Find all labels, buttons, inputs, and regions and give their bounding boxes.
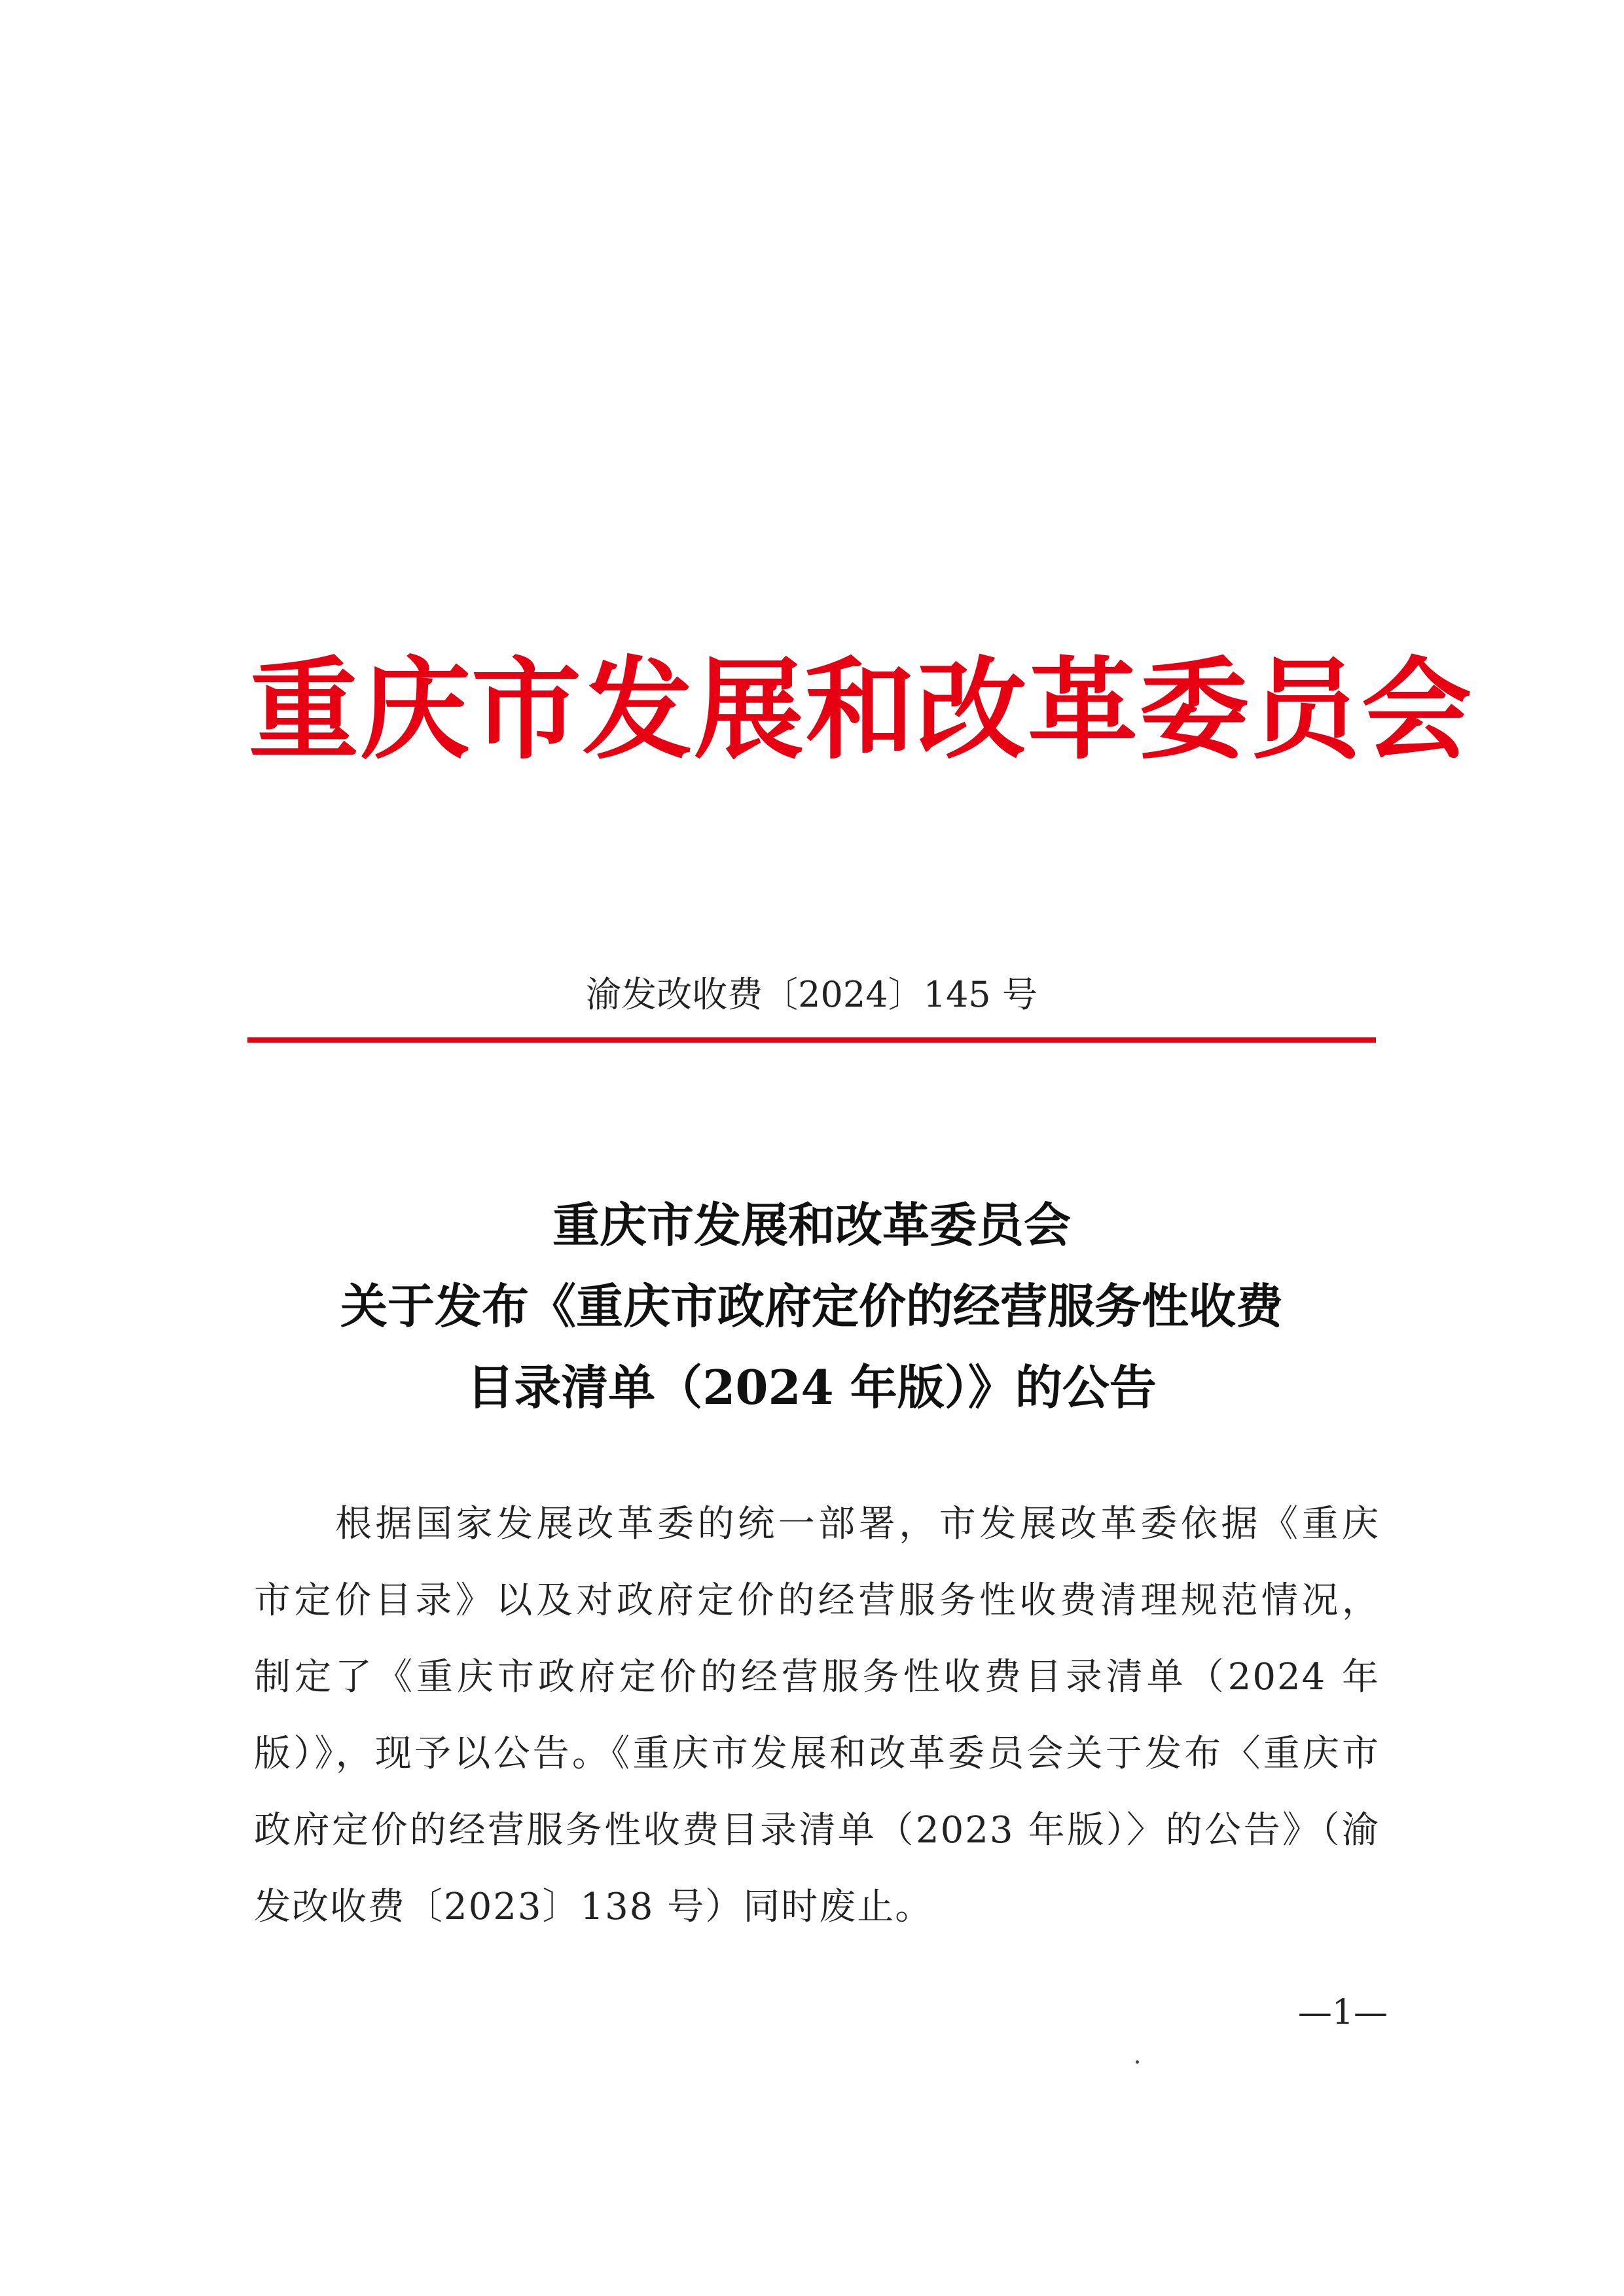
- title-line-3: 目录清单（2024 年版）》的公告: [467, 1359, 1157, 1415]
- body-line-6: 发改收费〔2023〕138 号）同时废止。: [254, 1886, 933, 1928]
- title-line-1: 重庆市发展和改革委员会: [552, 1197, 1071, 1253]
- scan-speck: [1136, 2060, 1139, 2064]
- body-paragraph: [254, 1486, 1380, 1945]
- page-number: —1—: [1297, 1993, 1388, 2032]
- document-title: [236, 1185, 1388, 1428]
- body-line-5: 政府定价的经营服务性收费目录清单（2023 年版）〉的公告》（渝: [254, 1809, 1380, 1852]
- red-divider-line: [247, 1037, 1376, 1043]
- body-line-4: 版）》，现予以公告。《重庆市发展和改革委员会关于发布〈重庆市: [254, 1732, 1380, 1775]
- body-line-1: 根据国家发展改革委的统一部署，市发展改革委依据《重庆: [335, 1503, 1380, 1545]
- masthead-org-name: 重庆市发展和改革委员会: [249, 646, 1473, 774]
- title-line-2: 关于发布《重庆市政府定价的经营服务性收费: [340, 1278, 1283, 1334]
- document-number: 渝发改收费〔2024〕145 号: [586, 974, 1038, 1015]
- body-line-2: 市定价目录》以及对政府定价的经营服务性收费清理规范情况，: [254, 1579, 1380, 1622]
- body-line-3: 制定了《重庆市政府定价的经营服务性收费目录清单（2024 年: [254, 1656, 1380, 1698]
